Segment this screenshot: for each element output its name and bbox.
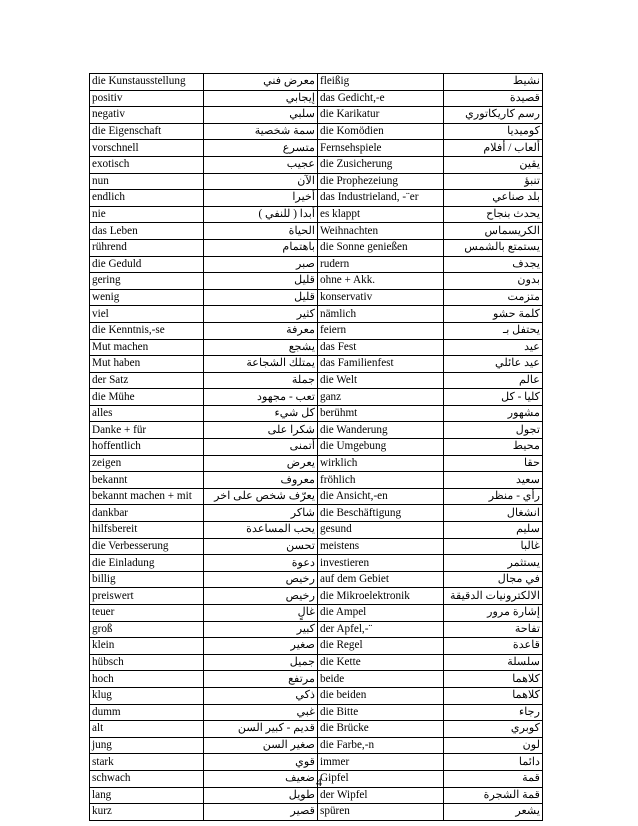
german-term: Weihnachten [318, 223, 444, 240]
arabic-translation: في مجال [444, 571, 543, 588]
german-term: die Beschäftigung [318, 505, 444, 522]
table-row [90, 654, 543, 671]
german-term: konservativ [318, 289, 444, 306]
table-row [90, 140, 543, 157]
german-term: die Brücke [318, 721, 444, 738]
german-term: die Kunstausstellung [90, 74, 204, 91]
german-term: die Welt [318, 372, 444, 389]
table-row [90, 538, 543, 555]
arabic-translation: غبي [204, 704, 318, 721]
arabic-translation: جميل [204, 654, 318, 671]
german-term: meistens [318, 538, 444, 555]
arabic-translation: قليل [204, 289, 318, 306]
arabic-translation: حقا [444, 455, 543, 472]
arabic-translation: معرفة [204, 322, 318, 339]
table-row [90, 737, 543, 754]
table-row [90, 422, 543, 439]
arabic-translation: أبدا ( للنفي ) [204, 206, 318, 223]
german-term: die Kette [318, 654, 444, 671]
german-term: preiswert [90, 588, 204, 605]
arabic-translation: الكريسماس [444, 223, 543, 240]
table-row [90, 405, 543, 422]
arabic-translation: عجيب [204, 156, 318, 173]
arabic-translation: أخيرا [204, 190, 318, 207]
german-term: stark [90, 754, 204, 771]
table-row [90, 90, 543, 107]
arabic-translation: سعيد [444, 472, 543, 489]
table-row [90, 638, 543, 655]
arabic-translation: يقين [444, 156, 543, 173]
table-row [90, 804, 543, 821]
german-term: groß [90, 621, 204, 638]
arabic-translation: معروف [204, 472, 318, 489]
arabic-translation: دائما [444, 754, 543, 771]
arabic-translation: يعرض [204, 455, 318, 472]
german-term: gering [90, 273, 204, 290]
german-term: die Zusicherung [318, 156, 444, 173]
arabic-translation: يحتفل بـ [444, 322, 543, 339]
german-term: die Karikatur [318, 107, 444, 124]
german-term: alt [90, 721, 204, 738]
table-row [90, 273, 543, 290]
arabic-translation: يستثمر [444, 555, 543, 572]
arabic-translation: مشهور [444, 405, 543, 422]
german-term: billig [90, 571, 204, 588]
arabic-translation: سمة شخصية [204, 123, 318, 140]
german-term: nie [90, 206, 204, 223]
german-term: die Wanderung [318, 422, 444, 439]
arabic-translation: كلمة حشو [444, 306, 543, 323]
german-term: die Mühe [90, 389, 204, 406]
table-row [90, 439, 543, 456]
arabic-translation: رخيص [204, 588, 318, 605]
german-term: klein [90, 638, 204, 655]
vocabulary-table-body [90, 74, 543, 821]
table-row [90, 505, 543, 522]
arabic-translation: سليم [444, 522, 543, 539]
german-term: viel [90, 306, 204, 323]
german-term: hoffentlich [90, 439, 204, 456]
german-term: ganz [318, 389, 444, 406]
german-term: exotisch [90, 156, 204, 173]
arabic-translation: معرض فني [204, 74, 318, 91]
german-term: nämlich [318, 306, 444, 323]
german-term: Mut machen [90, 339, 204, 356]
german-term: der Wipfel [318, 787, 444, 804]
table-row [90, 190, 543, 207]
arabic-translation: الحياة [204, 223, 318, 240]
arabic-translation: مرتفع [204, 671, 318, 688]
arabic-translation: صبر [204, 256, 318, 273]
arabic-translation: رجاء [444, 704, 543, 721]
german-term: das Fest [318, 339, 444, 356]
arabic-translation: إشارة مرور [444, 605, 543, 622]
arabic-translation: دعوة [204, 555, 318, 572]
table-row [90, 322, 543, 339]
german-term: nun [90, 173, 204, 190]
german-term: feiern [318, 322, 444, 339]
german-term: spüren [318, 804, 444, 821]
german-term: auf dem Gebiet [318, 571, 444, 588]
table-row [90, 256, 543, 273]
table-row [90, 522, 543, 539]
arabic-translation: جملة [204, 372, 318, 389]
german-term: ohne + Akk. [318, 273, 444, 290]
german-term: fleißig [318, 74, 444, 91]
vocabulary-table [89, 73, 543, 821]
arabic-translation: يجدف [444, 256, 543, 273]
arabic-translation: قصير [204, 804, 318, 821]
german-term: fröhlich [318, 472, 444, 489]
table-row [90, 571, 543, 588]
table-row [90, 605, 543, 622]
german-term: dankbar [90, 505, 204, 522]
german-term: die Verbesserung [90, 538, 204, 555]
arabic-translation: ضعيف [204, 770, 318, 787]
arabic-translation: متسرع [204, 140, 318, 157]
arabic-translation: باهتمام [204, 239, 318, 256]
arabic-translation: سلبي [204, 107, 318, 124]
german-term: endlich [90, 190, 204, 207]
arabic-translation: قوي [204, 754, 318, 771]
german-term: bekannt machen + mit [90, 488, 204, 505]
arabic-translation: أتمنى [204, 439, 318, 456]
german-term: beide [318, 671, 444, 688]
arabic-translation: يشعر [444, 804, 543, 821]
arabic-translation: الالكترونيات الدقيقة [444, 588, 543, 605]
german-term: die Ansicht,-en [318, 488, 444, 505]
german-term: hübsch [90, 654, 204, 671]
german-term: die Ampel [318, 605, 444, 622]
arabic-translation: ألعاب / أفلام [444, 140, 543, 157]
german-term: jung [90, 737, 204, 754]
arabic-translation: كلاهما [444, 671, 543, 688]
german-term: positiv [90, 90, 204, 107]
german-term: die Regel [318, 638, 444, 655]
german-term: das Industrieland, -¨er [318, 190, 444, 207]
table-row [90, 588, 543, 605]
german-term: wirklich [318, 455, 444, 472]
arabic-translation: بلد صناعي [444, 190, 543, 207]
table-row [90, 687, 543, 704]
german-term: immer [318, 754, 444, 771]
arabic-translation: يحب المساعدة [204, 522, 318, 539]
arabic-translation: رسم كاريكاتوري [444, 107, 543, 124]
arabic-translation: تحسن [204, 538, 318, 555]
arabic-translation: سلسلة [444, 654, 543, 671]
german-term: das Familienfest [318, 356, 444, 373]
arabic-translation: إيجابي [204, 90, 318, 107]
german-term: dumm [90, 704, 204, 721]
table-row [90, 206, 543, 223]
german-term: die Umgebung [318, 439, 444, 456]
arabic-translation: رأي - منظر [444, 488, 543, 505]
german-term: lang [90, 787, 204, 804]
table-row [90, 389, 543, 406]
german-term: berühmt [318, 405, 444, 422]
arabic-translation: تعب - مجهود [204, 389, 318, 406]
german-term: zeigen [90, 455, 204, 472]
german-term: die Farbe,-n [318, 737, 444, 754]
german-term: investieren [318, 555, 444, 572]
arabic-translation: قمة الشجرة [444, 787, 543, 804]
table-row [90, 488, 543, 505]
german-term: gesund [318, 522, 444, 539]
arabic-translation: يشجع [204, 339, 318, 356]
german-term: die Bitte [318, 704, 444, 721]
german-term: hilfsbereit [90, 522, 204, 539]
arabic-translation: متزمت [444, 289, 543, 306]
arabic-translation: شاكر [204, 505, 318, 522]
german-term: rudern [318, 256, 444, 273]
german-term: die Geduld [90, 256, 204, 273]
german-term: schwach [90, 770, 204, 787]
table-row [90, 339, 543, 356]
arabic-translation: يمتلك الشجاعة [204, 356, 318, 373]
german-term: vorschnell [90, 140, 204, 157]
german-term: die beiden [318, 687, 444, 704]
german-term: die Mikroelektronik [318, 588, 444, 605]
table-row [90, 74, 543, 91]
german-term: Gipfel [318, 770, 444, 787]
arabic-translation: كثير [204, 306, 318, 323]
table-row [90, 671, 543, 688]
table-row [90, 472, 543, 489]
arabic-translation: غالبا [444, 538, 543, 555]
german-term: negativ [90, 107, 204, 124]
german-term: rührend [90, 239, 204, 256]
arabic-translation: صغير [204, 638, 318, 655]
arabic-translation: يعرّف شخص على اخر [204, 488, 318, 505]
table-row [90, 239, 543, 256]
german-term: die Eigenschaft [90, 123, 204, 140]
arabic-translation: نشيط [444, 74, 543, 91]
page-number: 4 [316, 775, 322, 789]
table-row [90, 754, 543, 771]
german-term: die Komödien [318, 123, 444, 140]
table-row [90, 123, 543, 140]
table-row [90, 156, 543, 173]
arabic-translation: كلاهما [444, 687, 543, 704]
german-term: die Kenntnis,-se [90, 322, 204, 339]
arabic-translation: رخيص [204, 571, 318, 588]
arabic-translation: ذكي [204, 687, 318, 704]
table-row [90, 306, 543, 323]
arabic-translation: الآن [204, 173, 318, 190]
german-term: das Leben [90, 223, 204, 240]
table-row [90, 455, 543, 472]
arabic-translation: محيط [444, 439, 543, 456]
arabic-translation: انشغال [444, 505, 543, 522]
arabic-translation: كوميديا [444, 123, 543, 140]
german-term: wenig [90, 289, 204, 306]
arabic-translation: قديم - كبير السن [204, 721, 318, 738]
german-term: klug [90, 687, 204, 704]
table-row [90, 704, 543, 721]
arabic-translation: كل شيء [204, 405, 318, 422]
table-row [90, 356, 543, 373]
german-term: der Apfel,-¨ [318, 621, 444, 638]
german-term: Fernsehspiele [318, 140, 444, 157]
german-term: der Satz [90, 372, 204, 389]
table-row [90, 372, 543, 389]
german-term: die Einladung [90, 555, 204, 572]
arabic-translation: عيد عائلي [444, 356, 543, 373]
arabic-translation: يحدث بنجاح [444, 206, 543, 223]
arabic-translation: طويل [204, 787, 318, 804]
arabic-translation: تفاحة [444, 621, 543, 638]
arabic-translation: غالٍ [204, 605, 318, 622]
german-term: die Sonne genießen [318, 239, 444, 256]
arabic-translation: كليا - كل [444, 389, 543, 406]
table-row [90, 621, 543, 638]
arabic-translation: تنبؤ [444, 173, 543, 190]
arabic-translation: قصيدة [444, 90, 543, 107]
german-term: alles [90, 405, 204, 422]
german-term: das Gedicht,-e [318, 90, 444, 107]
german-term: teuer [90, 605, 204, 622]
table-row [90, 289, 543, 306]
arabic-translation: عيد [444, 339, 543, 356]
german-term: Danke + für [90, 422, 204, 439]
arabic-translation: بدون [444, 273, 543, 290]
german-term: Mut haben [90, 356, 204, 373]
arabic-translation: قليل [204, 273, 318, 290]
table-row [90, 107, 543, 124]
arabic-translation: لون [444, 737, 543, 754]
german-term: kurz [90, 804, 204, 821]
table-row [90, 721, 543, 738]
german-term: bekannt [90, 472, 204, 489]
german-term: die Prophezeiung [318, 173, 444, 190]
german-term: es klappt [318, 206, 444, 223]
table-row [90, 173, 543, 190]
arabic-translation: تجول [444, 422, 543, 439]
table-row [90, 555, 543, 572]
german-term: hoch [90, 671, 204, 688]
arabic-translation: شكرا على [204, 422, 318, 439]
arabic-translation: قمة [444, 770, 543, 787]
table-row [90, 223, 543, 240]
arabic-translation: كوبري [444, 721, 543, 738]
arabic-translation: كبير [204, 621, 318, 638]
arabic-translation: عالم [444, 372, 543, 389]
arabic-translation: يستمتع بالشمس [444, 239, 543, 256]
arabic-translation: صغير السن [204, 737, 318, 754]
arabic-translation: قاعدة [444, 638, 543, 655]
